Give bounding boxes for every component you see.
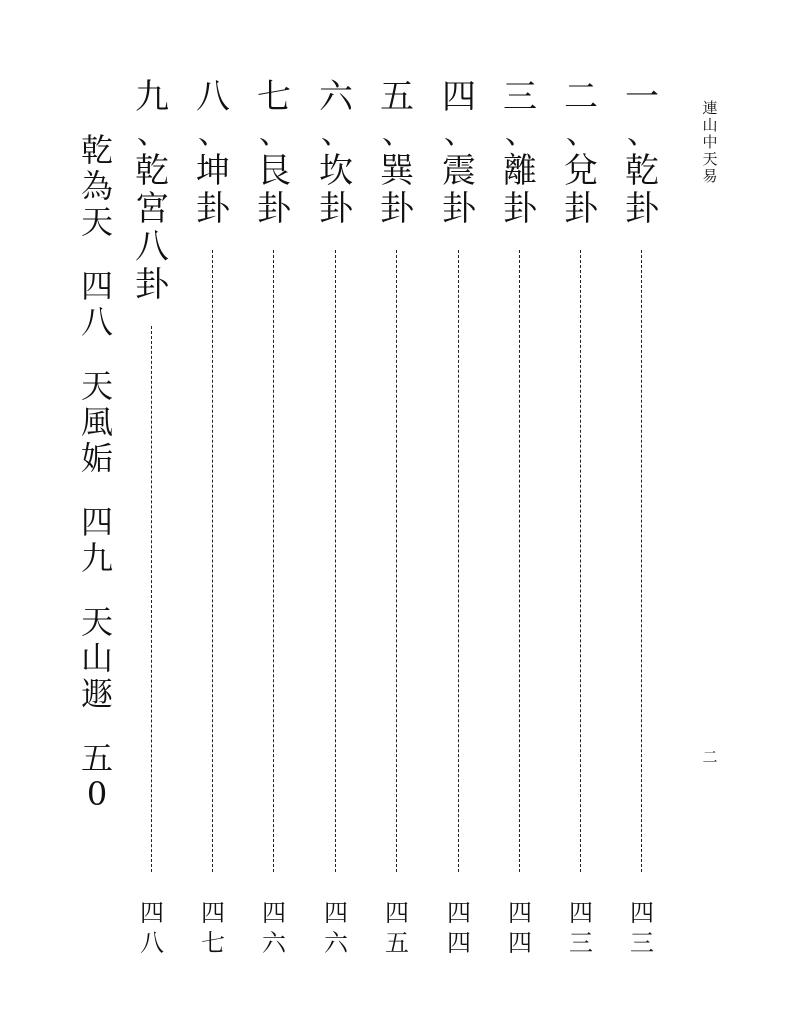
- entry-title-char: 卦: [380, 189, 414, 229]
- sub-title-char: 遯: [80, 675, 113, 713]
- entry-title: [314, 152, 358, 228]
- entry-separator: 、: [505, 116, 535, 151]
- entry-separator: 、: [444, 116, 474, 151]
- header-char: 天: [702, 150, 718, 168]
- entry-title: [130, 152, 174, 304]
- entry-number: 四: [442, 77, 476, 117]
- entry-separator: 、: [259, 116, 289, 151]
- entry-page-number: [134, 898, 170, 958]
- entry-title-char: 巽: [380, 151, 414, 191]
- dot-leader: [396, 250, 397, 872]
- page-digit: 四: [201, 899, 225, 927]
- page-digit: 四: [508, 899, 532, 927]
- entry-page-number: [624, 898, 660, 958]
- entry-title-char: 卦: [442, 189, 476, 229]
- entry-title-char: 卦: [625, 189, 659, 229]
- entry-page-number: [379, 898, 415, 958]
- sub-title-char: 天: [80, 203, 113, 241]
- entry-title: [620, 152, 664, 228]
- toc-entry[interactable]: [314, 78, 358, 228]
- page-digit: 六: [324, 929, 348, 957]
- entry-title-char: 離: [503, 151, 537, 191]
- page-digit: 八: [140, 929, 164, 957]
- sub-page-digit: 四: [80, 267, 113, 305]
- entry-number: 三: [503, 77, 537, 117]
- page-digit: 四: [630, 899, 654, 927]
- toc-entry[interactable]: [620, 78, 664, 228]
- sub-entry-title[interactable]: [75, 368, 119, 476]
- entry-title-char: 坤: [196, 151, 230, 191]
- dot-leader: [151, 326, 152, 872]
- entry-separator: 、: [321, 116, 351, 151]
- sub-entries-column: [75, 132, 119, 812]
- page-digit: 七: [201, 929, 225, 957]
- toc-entry[interactable]: [559, 78, 603, 228]
- entry-title-char: 卦: [319, 189, 353, 229]
- entry-number: 七: [257, 77, 291, 117]
- sub-title-char: 山: [80, 639, 113, 677]
- entry-title: [498, 152, 542, 228]
- sub-page-digit: 四: [80, 503, 113, 541]
- entry-separator: 、: [382, 116, 412, 151]
- sub-page-digit: 八: [80, 303, 113, 341]
- dot-leader: [641, 250, 642, 872]
- sub-page-digit: 五: [80, 739, 113, 777]
- sub-title-char: 為: [80, 167, 113, 205]
- entry-separator: 、: [566, 116, 596, 151]
- toc-entry[interactable]: [252, 78, 296, 228]
- page-digit: 四: [262, 899, 286, 927]
- header-char: 易: [702, 167, 718, 185]
- sub-entry-page: [75, 268, 119, 340]
- page-digit: 四: [324, 899, 348, 927]
- sub-entry-page: [75, 740, 119, 812]
- entry-title-char: 兌: [564, 151, 598, 191]
- dot-leader: [580, 250, 581, 872]
- running-header: [700, 100, 720, 185]
- entry-title-char: 卦: [196, 189, 230, 229]
- page-digit: 四: [140, 899, 164, 927]
- sub-title-char: 乾: [80, 131, 113, 169]
- entry-number: 五: [380, 77, 414, 117]
- entry-separator: 、: [137, 116, 167, 151]
- sub-page-digit: 0: [86, 775, 108, 813]
- entry-number: 一: [625, 77, 659, 117]
- entry-title: [252, 152, 296, 228]
- sub-title-char: 天: [80, 603, 113, 641]
- entry-page-number: [502, 898, 538, 958]
- entry-title-char: 八: [135, 227, 169, 267]
- entry-title: [191, 152, 235, 228]
- toc-entry[interactable]: [437, 78, 481, 228]
- page-digit: 五: [385, 929, 409, 957]
- entry-title-char: 震: [442, 151, 476, 191]
- dot-leader: [273, 250, 274, 872]
- toc-entry[interactable]: [375, 78, 419, 228]
- header-char: 山: [702, 116, 718, 134]
- toc-entry[interactable]: [191, 78, 235, 228]
- header-char: 中: [702, 133, 718, 151]
- page-digit: 四: [508, 929, 532, 957]
- entry-page-number: [563, 898, 599, 958]
- sub-title-char: 風: [80, 403, 113, 441]
- entry-number: 九: [135, 77, 169, 117]
- toc-entry[interactable]: [130, 78, 174, 304]
- dot-leader: [335, 250, 336, 872]
- entry-title-char: 乾: [625, 151, 659, 191]
- sub-page-digit: 九: [80, 539, 113, 577]
- entry-title-char: 卦: [257, 189, 291, 229]
- sub-entry-title[interactable]: [75, 132, 119, 240]
- page-digit: 三: [569, 929, 593, 957]
- entry-number: 八: [196, 77, 230, 117]
- entry-title-char: 乾: [135, 151, 169, 191]
- page-number: 二: [702, 748, 718, 766]
- sub-title-char: 天: [80, 367, 113, 405]
- page-digit: 六: [262, 929, 286, 957]
- entry-title-char: 卦: [564, 189, 598, 229]
- page-digit: 四: [447, 899, 471, 927]
- header-char: 連: [702, 99, 718, 117]
- entry-title-char: 卦: [135, 265, 169, 305]
- entry-number: 二: [564, 77, 598, 117]
- entry-page-number: [195, 898, 231, 958]
- entry-separator: 、: [198, 116, 228, 151]
- entry-title-char: 宮: [135, 189, 169, 229]
- sub-entry-page: [75, 504, 119, 576]
- entry-title-char: 卦: [503, 189, 537, 229]
- dot-leader: [519, 250, 520, 872]
- page-digit: 四: [569, 899, 593, 927]
- page-digit: 四: [385, 899, 409, 927]
- entry-title: [375, 152, 419, 228]
- dot-leader: [212, 250, 213, 872]
- page-digit: 三: [630, 929, 654, 957]
- entry-title-char: 坎: [319, 151, 353, 191]
- entry-title: [437, 152, 481, 228]
- entry-page-number: [318, 898, 354, 958]
- entry-page-number: [441, 898, 477, 958]
- entry-page-number: [256, 898, 292, 958]
- dot-leader: [458, 250, 459, 872]
- entry-number: 六: [319, 77, 353, 117]
- entry-title: [559, 152, 603, 228]
- sub-entry-title[interactable]: [75, 604, 119, 712]
- entry-title-char: 艮: [257, 151, 291, 191]
- toc-entry[interactable]: [498, 78, 542, 228]
- sub-title-char: 姤: [80, 439, 113, 477]
- entry-separator: 、: [627, 116, 657, 151]
- page-digit: 四: [447, 929, 471, 957]
